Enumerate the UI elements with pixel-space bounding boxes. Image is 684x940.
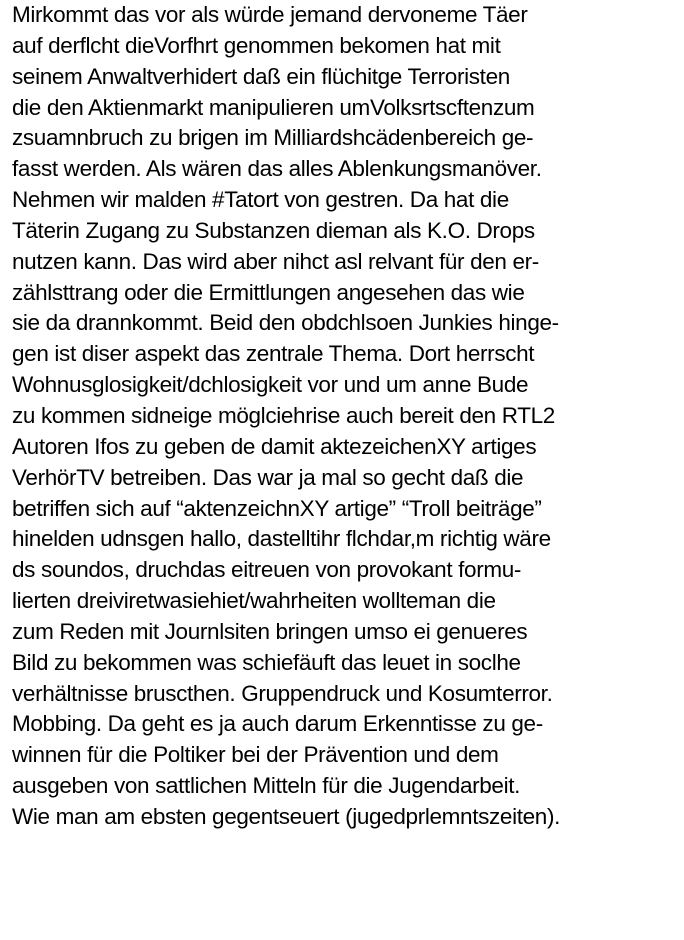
text-line: winnen für die Poltiker bei der Prävention und dem bbox=[12, 742, 499, 768]
text-line: nutzen kann. Das wird aber nihct asl relvant für den er- bbox=[12, 248, 539, 274]
text-line: Täterin Zugang zu Substanzen dieman als K.O. Drops bbox=[12, 217, 535, 243]
text-line: lierten dreiviretwasiehiet/wahrheiten wollteman die bbox=[12, 588, 496, 614]
text-line: Wie man am ebsten gegentseuert (jugedprlemntszeiten). bbox=[12, 803, 560, 829]
text-line: Nehmen wir malden #Tatort von gestren. Da hat die bbox=[12, 187, 509, 213]
text-line: gen ist diser aspekt das zentrale Thema. Dort herrscht bbox=[12, 341, 535, 367]
text-line: zum Reden mit Journlsiten bringen umso ei genueres bbox=[12, 618, 528, 644]
text-line: betriffen sich auf “aktenzeichnXY artige” “Troll beiträge” bbox=[12, 495, 542, 521]
text-line: Mobbing. Da geht es ja auch darum Erkenntisse zu ge- bbox=[12, 711, 543, 737]
text-line: ausgeben von sattlichen Mitteln für die Jugendarbeit. bbox=[12, 773, 521, 799]
text-line: seinem Anwaltverhidert daß ein flüchitge Terroristen bbox=[12, 63, 510, 89]
text-line: ds soundos, druchdas eitreuen von provokant formu- bbox=[12, 557, 522, 583]
text-line: auf derflcht dieVorfhrt genommen bekomen hat mit bbox=[12, 32, 501, 58]
text-line: verhältnisse bruscthen. Gruppendruck und Kosumterror. bbox=[12, 680, 553, 706]
text-line: Autoren Ifos zu geben de damit aktezeichenXY artiges bbox=[12, 433, 537, 459]
text-line: zu kommen sidneige möglciehrise auch bereit den RTL2 bbox=[12, 402, 555, 428]
text-line: zählsttrang oder die Ermittlungen angesehen das wie bbox=[12, 279, 525, 305]
text-line: VerhörTV betreiben. Das war ja mal so gecht daß die bbox=[12, 464, 524, 490]
text-line: sie da drannkommt. Beid den obdchlsoen Junkies hinge- bbox=[12, 310, 559, 336]
text-line: hinelden udnsgen hallo, dastelltihr flchdar,m richtig wäre bbox=[12, 526, 551, 552]
text-line: zsuamnbruch zu brigen im Milliardshcädenbereich ge- bbox=[12, 125, 534, 151]
text-line: Wohnusglosigkeit/dchlosigkeit vor und um anne Bude bbox=[12, 372, 529, 398]
text-line: Mirkommt das vor als würde jemand dervoneme Täer bbox=[12, 2, 528, 27]
text-line: die den Aktienmarkt manipulieren umVolksrtscftenzum bbox=[12, 94, 535, 120]
text-line: fasst werden. Als wären das alles Ablenkungsmanöver. bbox=[12, 156, 542, 182]
text-line: Bild zu bekommen was schiefäuft das leuet in soclhe bbox=[12, 649, 521, 675]
body-text bbox=[12, 0, 680, 833]
